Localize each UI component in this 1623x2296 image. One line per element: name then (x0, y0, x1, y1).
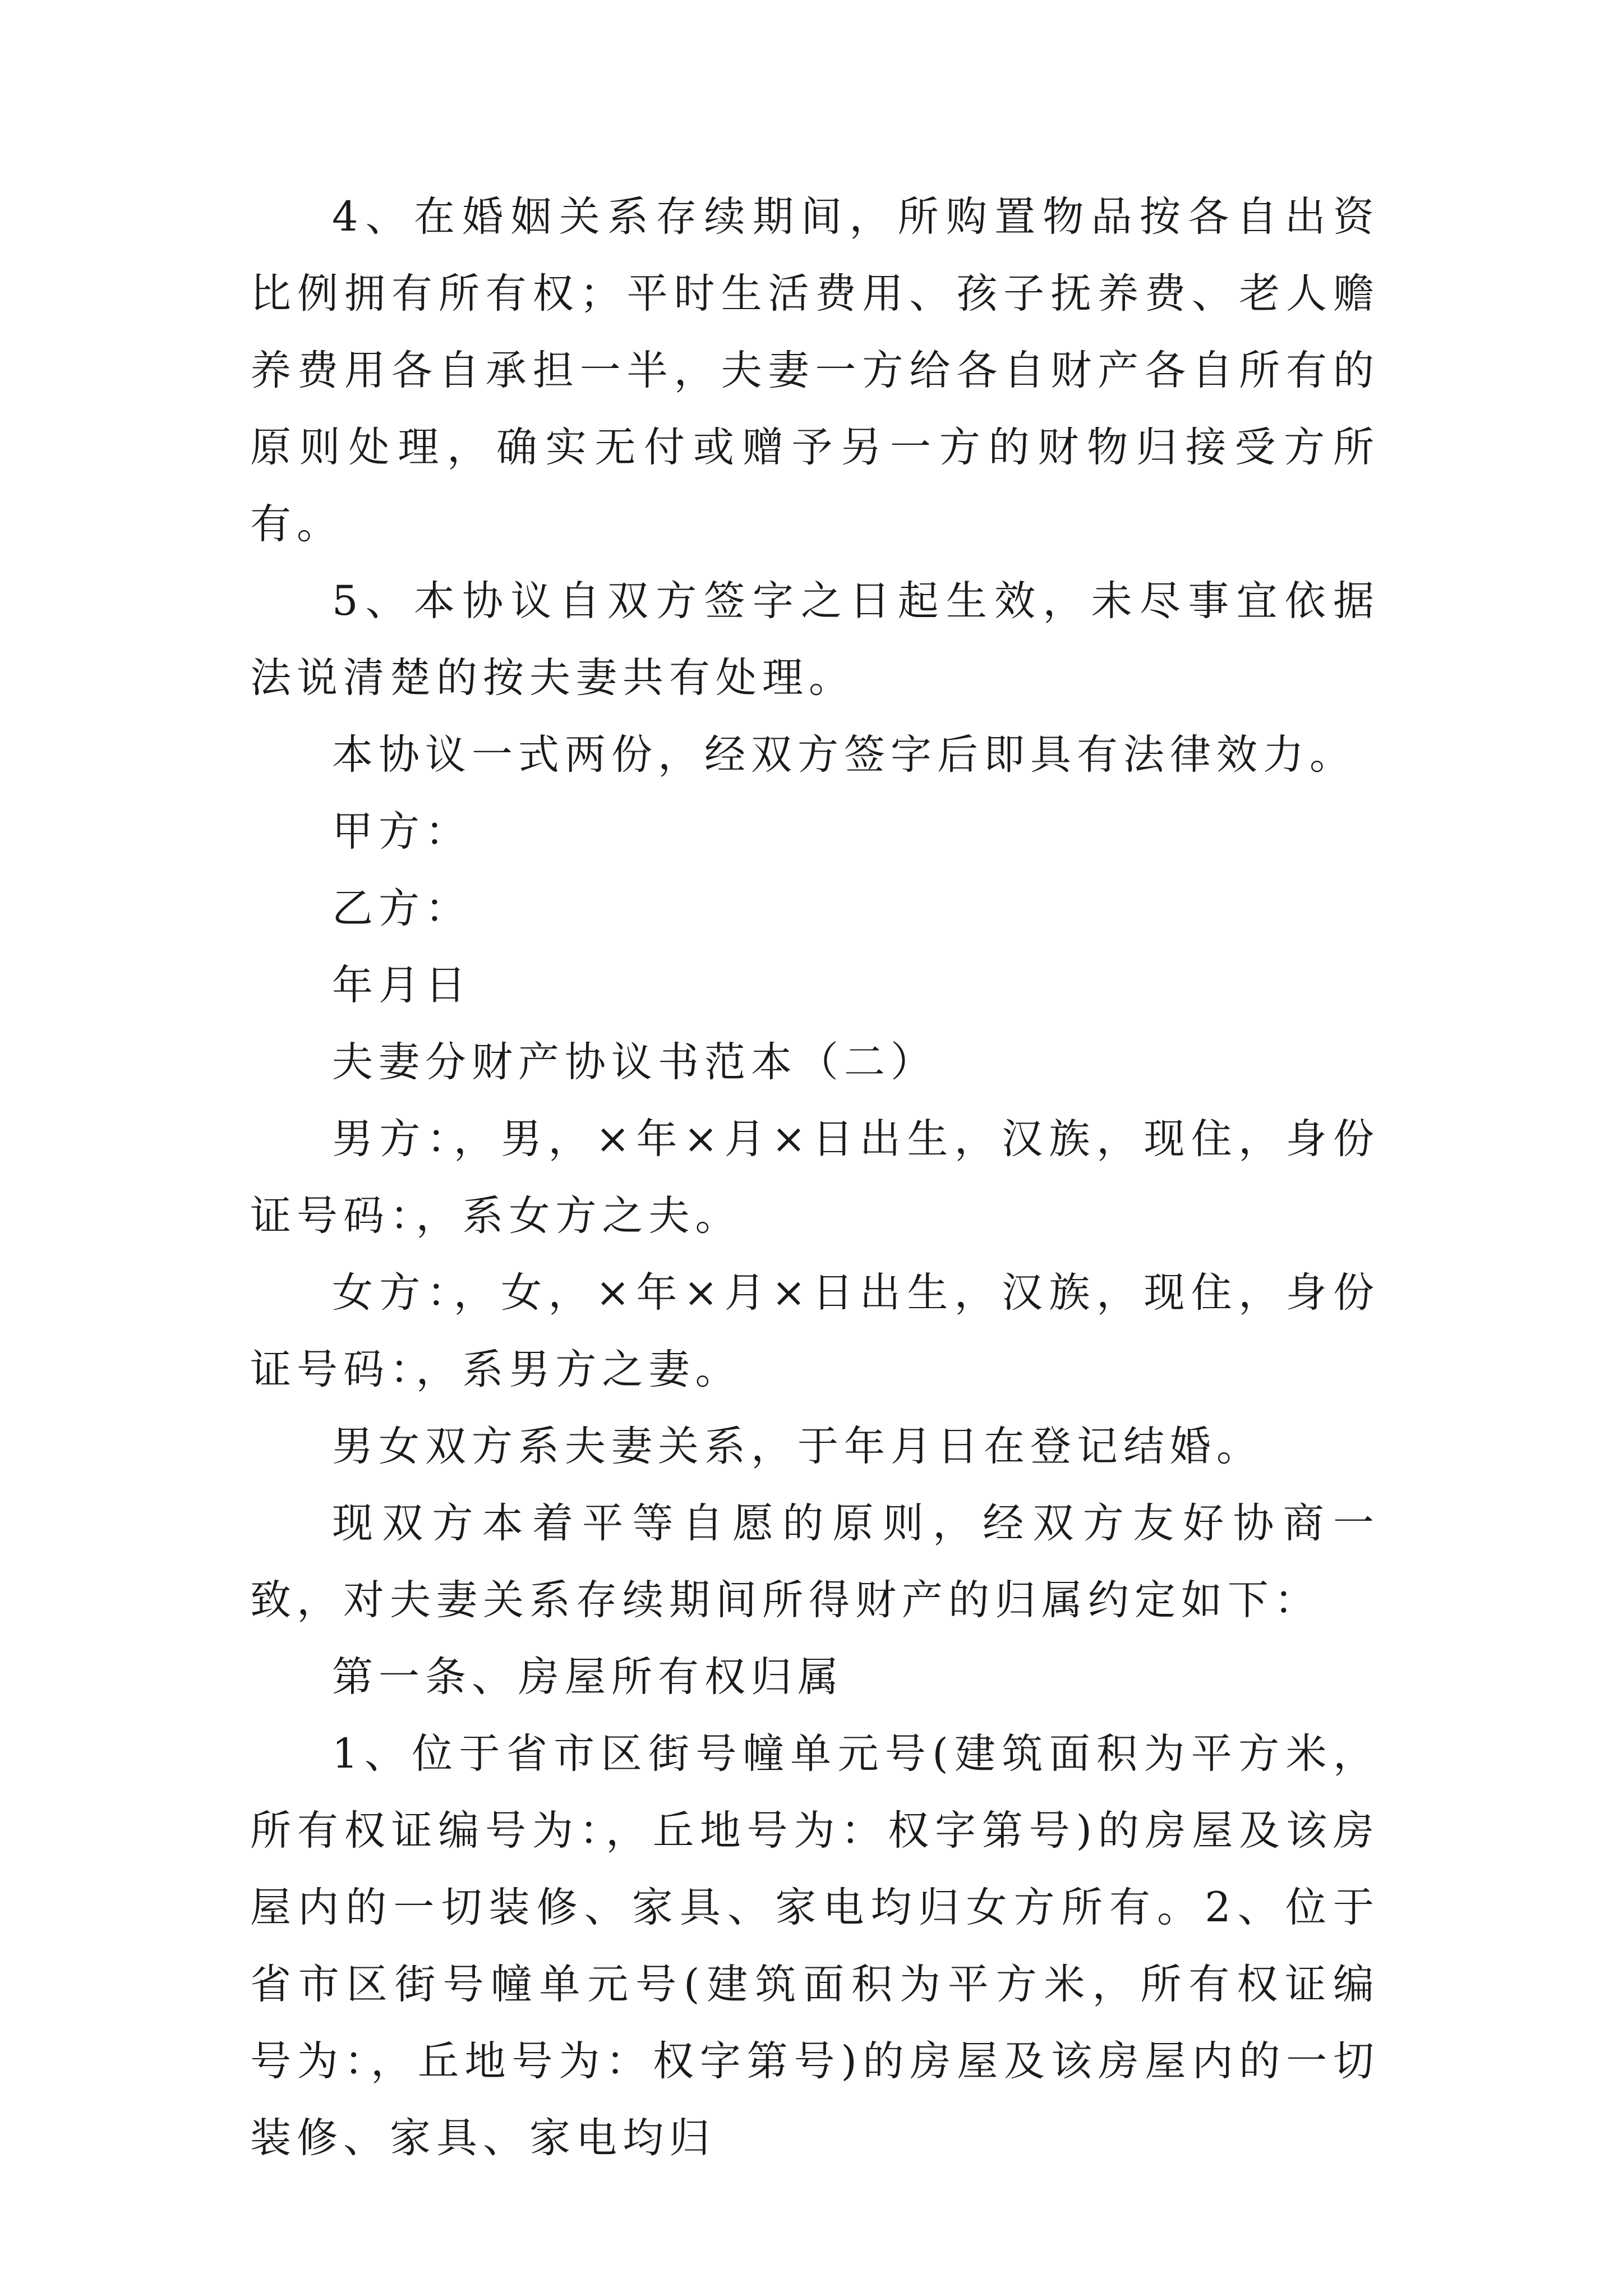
paragraph-copies-clause: 本协议一式两份，经双方签字后即具有法律效力。 (332, 731, 1356, 779)
paragraph-marriage-registration: 男女双方系夫妻关系，于年月日在登记结婚。 (332, 1423, 1263, 1470)
date-line: 年月日 (332, 961, 472, 1009)
paragraph-house-ownership: 1、位于省市区街号幢单元号(建筑面积为平方米，所有权证编号为：，丘地号为：权字第号)的房屋及该房屋内的一切装修、家具、家电均归女方所有。2、位于省市区街号幢单元号(建筑面积为平方米，所有权证编号为：，丘地号为：权字第号)的房屋及该房屋内的一切装修、家具、家电均归 (250, 1730, 1380, 2162)
paragraph-agreement-intro: 现双方本着平等自愿的原则，经双方友好协商一致，对夫妻关系存续期间所得财产的归属约定如下： (250, 1499, 1380, 1624)
paragraph-effective-clause: 5、本协议自双方签字之日起生效，未尽事宜依据法说清楚的按夫妻共有处理。 (250, 577, 1380, 702)
article-one-heading: 第一条、房屋所有权归属 (332, 1653, 844, 1701)
paragraph-husband-info: 男方：，男，×年×月×日出生，汉族，现住，身份证号码：，系女方之夫。 (250, 1115, 1380, 1240)
paragraph-property-ownership-clause: 4、在婚姻关系存续期间，所购置物品按各自出资比例拥有所有权；平时生活费用、孩子抚养费、老人赡养费用各自承担一半，夫妻一方给各自财产各自所有的原则处理，确实无付或赠予另一方的财物归接受方所有。 (250, 193, 1380, 548)
paragraph-wife-info: 女方：，女，×年×月×日出生，汉族，现住，身份证号码：，系男方之妻。 (250, 1269, 1380, 1393)
party-a-signature-line: 甲方： (332, 808, 472, 855)
section-title: 夫妻分财产协议书范本（二） (332, 1038, 937, 1086)
party-b-signature-line: 乙方： (332, 885, 472, 932)
document-body (250, 178, 1380, 2177)
